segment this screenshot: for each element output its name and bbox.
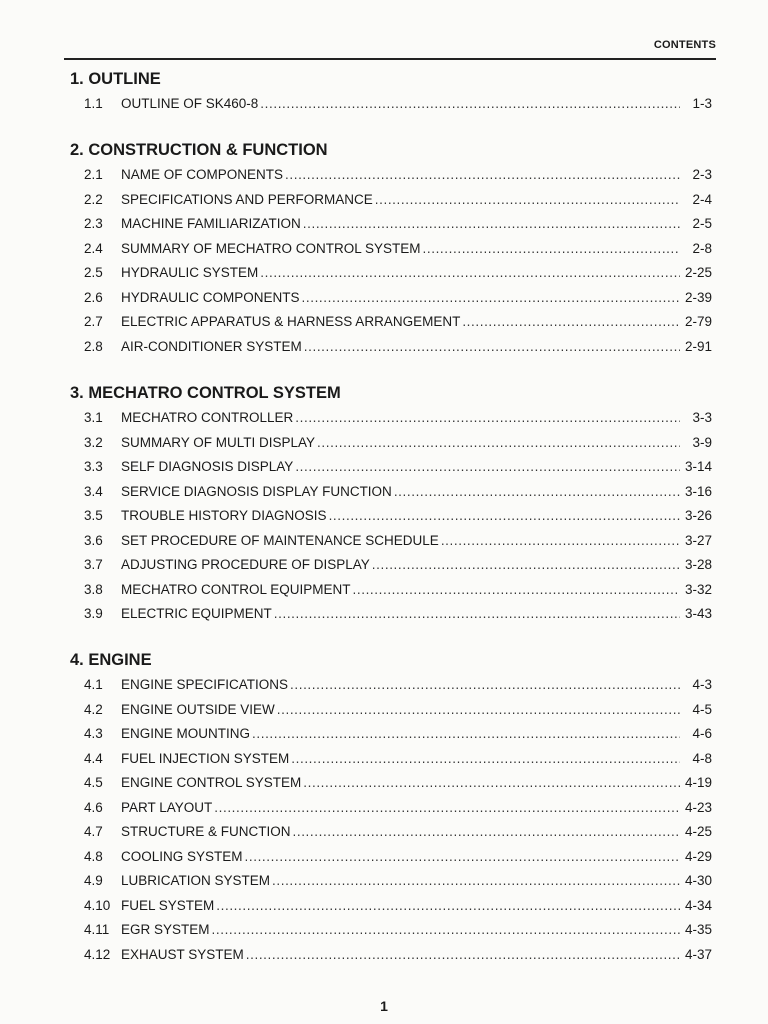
- toc-entry-3-3[interactable]: [70, 455, 712, 480]
- toc-entry-4-5[interactable]: [70, 771, 712, 796]
- entry-page: 4-35: [684, 922, 712, 937]
- entry-title: COOLING SYSTEM: [121, 848, 243, 864]
- dot-leader: [214, 796, 680, 821]
- entry-number: 4.11: [84, 922, 110, 937]
- toc-entry-2-6[interactable]: [70, 286, 712, 311]
- entry-title: ENGINE OUTSIDE VIEW: [121, 701, 275, 717]
- toc-entry-4-6[interactable]: [70, 796, 712, 821]
- dot-leader: [394, 480, 680, 505]
- entry-title: SERVICE DIAGNOSIS DISPLAY FUNCTION: [121, 483, 392, 499]
- entry-number: 4.10: [84, 897, 111, 913]
- entry-title: ENGINE MOUNTING: [121, 726, 251, 741]
- toc-entry-3-1[interactable]: [70, 406, 712, 431]
- entry-page: 3-16: [684, 483, 712, 499]
- entry-page: 3-9: [692, 434, 712, 450]
- entry-page: 2-39: [684, 289, 712, 305]
- entry-number: 2.4: [84, 240, 103, 256]
- entry-page: 2-91: [684, 338, 712, 354]
- entry-page: 4-30: [684, 873, 712, 888]
- dot-leader: [375, 188, 680, 213]
- dot-leader: [260, 261, 680, 286]
- dot-leader: [304, 335, 680, 360]
- entry-title: SUMMARY OF MULTI DISPLAY: [121, 434, 316, 450]
- contents-header: CONTENTS: [653, 39, 716, 51]
- toc-entry-3-5[interactable]: [70, 504, 712, 529]
- section-title: 2. CONSTRUCTION & FUNCTION: [70, 141, 328, 159]
- dot-leader: [372, 553, 680, 578]
- entry-number: 4.9: [84, 873, 103, 888]
- section-mechatro-control-system: [70, 380, 712, 627]
- entry-title: FUEL INJECTION SYSTEM: [121, 750, 290, 766]
- toc-entry-2-8[interactable]: [70, 335, 712, 360]
- toc-entry-4-9[interactable]: [70, 869, 712, 894]
- entry-number: 2.5: [84, 265, 103, 280]
- dot-leader: [295, 406, 680, 431]
- entry-number: 4.1: [84, 677, 103, 692]
- entry-number: 3.1: [84, 410, 103, 425]
- dot-leader: [293, 820, 681, 845]
- entry-number: 3.6: [84, 532, 103, 548]
- toc-entry-3-7[interactable]: [70, 553, 712, 578]
- entry-title: MACHINE FAMILIARIZATION: [121, 216, 301, 231]
- entry-title: FUEL SYSTEM: [121, 897, 215, 913]
- entry-number: 3.9: [84, 606, 103, 621]
- entry-page: 3-14: [684, 459, 712, 474]
- entry-title: NAME OF COMPONENTS: [121, 167, 284, 182]
- dot-leader: [302, 286, 680, 311]
- entry-page: 4-5: [692, 701, 712, 717]
- toc-entry-2-4[interactable]: [70, 237, 712, 262]
- dot-leader: [252, 722, 680, 747]
- entry-page: 2-79: [684, 314, 712, 329]
- entry-page: 4-19: [684, 775, 712, 790]
- entry-page: 2-5: [692, 216, 712, 231]
- section-title: 1. OUTLINE: [70, 70, 161, 88]
- entry-page: 3-28: [684, 557, 712, 572]
- toc-entry-4-12[interactable]: [70, 943, 712, 968]
- dot-leader: [216, 894, 680, 919]
- entry-title: PART LAYOUT: [121, 799, 213, 815]
- entry-page: 2-3: [692, 167, 712, 182]
- entry-number: 3.8: [84, 581, 103, 597]
- section-outline: [70, 66, 712, 117]
- entry-number: 2.6: [84, 289, 103, 305]
- entry-title: AIR-CONDITIONER SYSTEM: [121, 338, 302, 354]
- entry-number: 4.4: [84, 750, 103, 766]
- entry-title: ENGINE CONTROL SYSTEM: [121, 775, 302, 790]
- dot-leader: [423, 237, 680, 262]
- toc-entry-4-2[interactable]: [70, 698, 712, 723]
- toc-entry-3-8[interactable]: [70, 578, 712, 603]
- dot-leader: [246, 943, 680, 968]
- entry-title: SUMMARY OF MECHATRO CONTROL SYSTEM: [121, 240, 421, 256]
- dot-leader: [303, 771, 680, 796]
- section-title: 4. ENGINE: [70, 651, 152, 669]
- entry-number: 4.8: [84, 848, 103, 864]
- section-engine: [70, 647, 712, 967]
- toc-entry-2-3[interactable]: [70, 212, 712, 237]
- entry-number: 2.1: [84, 167, 103, 182]
- entry-title: SET PROCEDURE OF MAINTENANCE SCHEDULE: [121, 532, 439, 548]
- toc-entry-2-2[interactable]: [70, 188, 712, 213]
- entry-page: 4-3: [692, 677, 712, 692]
- entry-page: 3-3: [692, 410, 712, 425]
- entry-number: 3.5: [84, 508, 103, 523]
- toc-entry-3-4[interactable]: [70, 480, 712, 505]
- entry-title: HYDRAULIC SYSTEM: [121, 265, 259, 280]
- entry-page: 2-25: [684, 265, 712, 280]
- entry-page: 4-34: [684, 897, 712, 913]
- toc-entry-3-2[interactable]: [70, 431, 712, 456]
- entry-number: 2.8: [84, 338, 103, 354]
- entry-title: EGR SYSTEM: [121, 922, 210, 937]
- toc-entry-4-10[interactable]: [70, 894, 712, 919]
- entry-title: ELECTRIC APPARATUS & HARNESS ARRANGEMENT: [121, 314, 461, 329]
- entry-page: 4-23: [684, 799, 712, 815]
- entry-number: 3.2: [84, 434, 103, 450]
- entry-page: 3-27: [684, 532, 712, 548]
- toc-entry-2-1[interactable]: [70, 163, 712, 188]
- dot-leader: [260, 92, 680, 117]
- entry-page: 4-8: [692, 750, 712, 766]
- entry-number: 2.3: [84, 216, 103, 231]
- entry-number: 2.2: [84, 191, 103, 207]
- dot-leader: [295, 455, 680, 480]
- toc-entry-4-8[interactable]: [70, 845, 712, 870]
- toc-entry-4-11[interactable]: [70, 918, 712, 943]
- toc-entry-2-5[interactable]: [70, 261, 712, 286]
- entry-page: 4-25: [684, 824, 712, 839]
- toc-entry-3-9[interactable]: [70, 602, 712, 627]
- entry-number: 1.1: [84, 96, 103, 111]
- entry-page: 4-29: [684, 848, 712, 864]
- dot-leader: [277, 698, 680, 723]
- entry-number: 4.7: [84, 824, 103, 839]
- entry-title: ADJUSTING PROCEDURE OF DISPLAY: [121, 557, 370, 572]
- toc-entry-4-7[interactable]: [70, 820, 712, 845]
- entry-title: SPECIFICATIONS AND PERFORMANCE: [121, 191, 373, 207]
- dot-leader: [329, 504, 680, 529]
- dot-leader: [441, 529, 680, 554]
- entry-number: 2.7: [84, 314, 103, 329]
- entry-number: 3.7: [84, 557, 103, 572]
- toc-entry-1-1[interactable]: [70, 92, 712, 117]
- dot-leader: [353, 578, 680, 603]
- entry-title: EXHAUST SYSTEM: [121, 946, 244, 962]
- entry-page: 3-32: [684, 581, 712, 597]
- entry-number: 4.6: [84, 799, 103, 815]
- entry-title: OUTLINE OF SK460-8: [121, 96, 259, 111]
- toc-entry-4-4[interactable]: [70, 747, 712, 772]
- section-construction-function: [70, 137, 712, 359]
- section-title: 3. MECHATRO CONTROL SYSTEM: [70, 384, 341, 402]
- entry-page: 3-43: [684, 606, 712, 621]
- entry-page: 2-8: [692, 240, 712, 256]
- dot-leader: [317, 431, 680, 456]
- entry-title: MECHATRO CONTROL EQUIPMENT: [121, 581, 351, 597]
- dot-leader: [274, 602, 680, 627]
- entry-title: TROUBLE HISTORY DIAGNOSIS: [121, 508, 327, 523]
- dot-leader: [462, 310, 680, 335]
- dot-leader: [290, 673, 680, 698]
- entry-title: ENGINE SPECIFICATIONS: [121, 677, 289, 692]
- entry-title: LUBRICATION SYSTEM: [121, 873, 271, 888]
- dot-leader: [303, 212, 680, 237]
- dot-leader: [272, 869, 680, 894]
- toc-entry-4-1[interactable]: [70, 673, 712, 698]
- entry-page: 4-6: [692, 726, 712, 741]
- toc-entry-3-6[interactable]: [70, 529, 712, 554]
- dot-leader: [285, 163, 680, 188]
- entry-title: ELECTRIC EQUIPMENT: [121, 606, 272, 621]
- header-rule: [64, 58, 716, 60]
- entry-number: 4.2: [84, 701, 103, 717]
- entry-number: 3.4: [84, 483, 103, 499]
- entry-number: 4.12: [84, 946, 111, 962]
- entry-page: 1-3: [692, 96, 712, 111]
- toc-entry-2-7[interactable]: [70, 310, 712, 335]
- entry-number: 3.3: [84, 459, 103, 474]
- dot-leader: [245, 845, 680, 870]
- entry-number: 4.3: [84, 726, 103, 741]
- entry-page: 4-37: [684, 946, 712, 962]
- entry-number: 4.5: [84, 775, 103, 790]
- page-number: 1: [380, 998, 388, 1014]
- entry-page: 2-4: [692, 191, 712, 207]
- entry-title: STRUCTURE & FUNCTION: [121, 824, 291, 839]
- toc-entry-4-3[interactable]: [70, 722, 712, 747]
- dot-leader: [212, 918, 680, 943]
- dot-leader: [291, 747, 680, 772]
- entry-page: 3-26: [684, 508, 712, 523]
- entry-title: MECHATRO CONTROLLER: [121, 410, 294, 425]
- entry-title: SELF DIAGNOSIS DISPLAY: [121, 459, 294, 474]
- entry-title: HYDRAULIC COMPONENTS: [121, 289, 300, 305]
